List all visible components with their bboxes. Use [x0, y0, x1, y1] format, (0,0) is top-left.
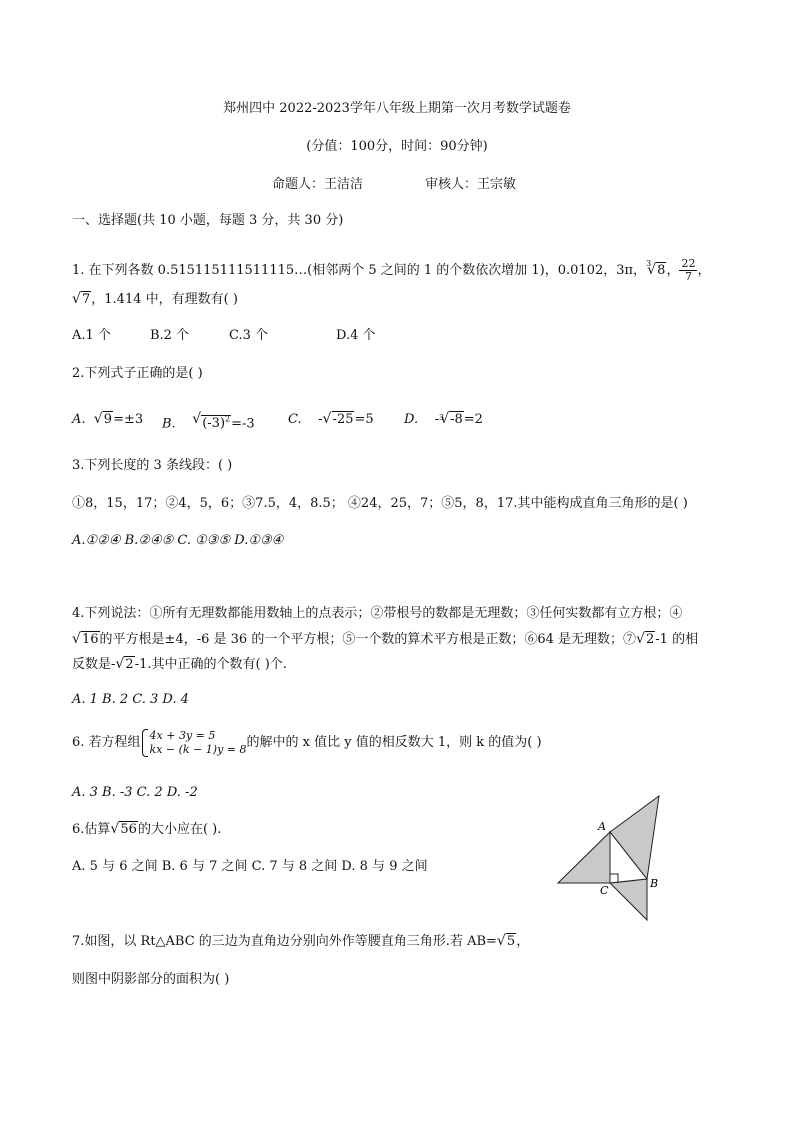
q2-stem: 2.下列式子正确的是( ) — [72, 366, 203, 381]
q1-line2: √ 7，1.414 中，有理数有( ) — [72, 292, 238, 308]
q1-sqrt7: √ 7 — [72, 292, 91, 308]
label-b: B — [650, 877, 659, 890]
q2-option-a: A. √ 9=±3 — [72, 412, 143, 428]
q2-option-b: B. √ $(-3)^2=-3$ — [162, 412, 255, 432]
q7-line1: 7.如图，以 Rt△ABC 的三边为直角边分别向外作等腰直角三角形.若 AB=√ 5， — [72, 934, 529, 950]
q5-stem: 6. 若方程组 4x + 3y = 5 kx − (k − 1)y = 8 的解中的 x 值比 y 值的相反数大 1，则 k 的值为( ) — [72, 728, 542, 756]
q3-options: A.①②④ B.②④⑤ C. ①③⑤ D.①③④ — [72, 533, 284, 548]
q7-line2: 则图中阴影部分的面积为( ) — [72, 972, 230, 987]
q4-line3: 反数是-√ 2-1.其中正确的个数有( )个. — [72, 657, 287, 673]
section-heading: 一、选择题(共 10 小题，每题 3 分，共 30 分) — [72, 213, 344, 228]
q1-fraction: $\frac{22}{7}$ — [681, 257, 696, 283]
q4-line1: 4.下列说法：①所有无理数都能用数轴上的点表示；②带根号的数都是无理数；③任何实数都有立方根；④ — [72, 606, 683, 621]
q1-line1: 1. 在下列各数 0.515115111511115…(相邻两个 5 之间的 1 的个数依次增加 1)，0.0102，3π，$^3$√ 8， $\frac{22}{7}$ ， — [72, 258, 710, 283]
label-a: A — [598, 820, 606, 833]
q1-option-d: D.4 个 — [336, 328, 376, 343]
q6-stem: 6.估算√ 56的大小应在( ). — [72, 822, 221, 838]
reviewer-label: 审核人：王宗敏 — [425, 177, 517, 192]
q3-list: ①8，15，17；②4，5，6；③7.5，4，8.5； ④24，25，7；⑤5，8，17.其中能构成直角三角形的是( ) — [72, 496, 688, 511]
q4-options: A. 1 B. 2 C. 3 D. 4 — [72, 692, 189, 707]
author-label: 命题人：王洁洁 — [272, 177, 364, 192]
q3-stem: 3.下列长度的 3 条线段：( ) — [72, 458, 233, 473]
label-c: C — [600, 884, 609, 897]
q2-option-d: D. -$^3$√ -8=2 — [404, 412, 483, 428]
shaded-triangle-bottom — [610, 879, 647, 920]
q6-options: A. 5 与 6 之间 B. 6 与 7 之间 C. 7 与 8 之间 D. 8 与 9 之间 — [72, 859, 428, 874]
q1-cbrt: √ 8 — [647, 263, 666, 279]
q1-option-b: B.2 个 — [150, 328, 190, 343]
q1-option-a: A.1 个 — [72, 328, 111, 343]
q1-option-c: C.3 个 — [229, 328, 269, 343]
q5-options: A. 3 B. -3 C. 2 D. -2 — [72, 785, 198, 800]
q4-line2: √ 16的平方根是±4，-6 是 36 的一个平方根；⑤一个数的算术平方根是正数；⑥64 是无理数；⑦√ 2-1 的相 — [72, 632, 698, 648]
exam-meta: (分值：100分，时间：90分钟) — [306, 139, 488, 154]
q2-option-c: C. -√ -25=5 — [288, 412, 374, 428]
equation-system: 4x + 3y = 5 kx − (k − 1)y = 8 — [141, 729, 247, 757]
right-triangle-figure — [554, 792, 670, 924]
exam-title: 郑州四中 2022-2023学年八年级上期第一次月考数学试题卷 — [223, 101, 571, 116]
shaded-triangle-left — [558, 832, 610, 883]
q1-text-a: 1. 在下列各数 0.515115111511115…(相邻两个 5 之间的 1 的个数依次增加 1)，0.0102，3π， — [72, 263, 647, 278]
